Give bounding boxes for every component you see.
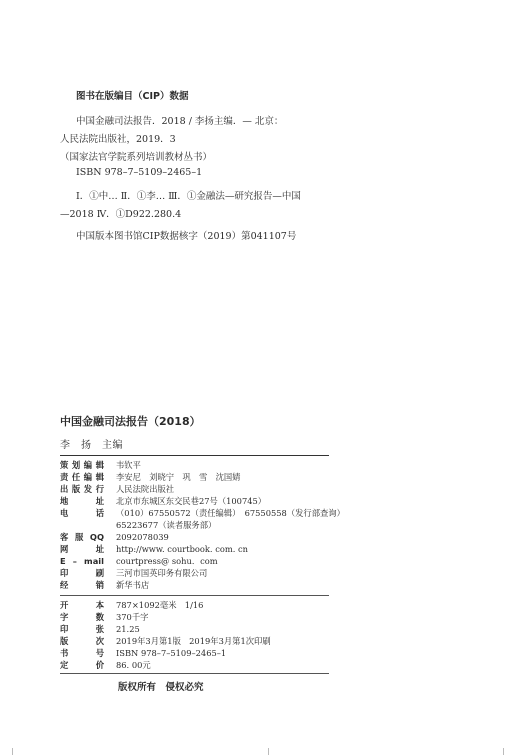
- spec-row: 定价 86. 00元: [60, 660, 151, 670]
- info-row: 电话 （010）67550572（责任编辑） 67550558（发行部查询）: [60, 508, 345, 518]
- spec-row: 书号 ISBN 978–7–5109–2465–1: [60, 648, 227, 658]
- book-editor: 李 扬 主编: [60, 440, 123, 451]
- book-title: 中国金融司法报告（2018）: [60, 415, 201, 428]
- cip-line-publisher: 人民法院出版社，2019．3: [60, 134, 176, 145]
- cip-line-isbn: ISBN 978–7–5109–2465–1: [76, 167, 203, 178]
- info-row: 责任编辑 李安尼 刘晓宁 巩 雪 沈国婧: [60, 472, 241, 482]
- crop-mark: [503, 748, 504, 755]
- info-row: 经销 新华书店: [60, 580, 150, 590]
- crop-mark: [12, 748, 13, 755]
- cip-line-record-number: 中国版本图书馆CIP数据核字（2019）第041107号: [76, 231, 297, 242]
- info-row: 出版发行 人民法院出版社: [60, 484, 175, 494]
- cip-line-title: 中国金融司法报告．2018 / 李扬主编．— 北京：: [76, 116, 284, 127]
- info-row: 网址 http://www. courtbook. com. cn: [60, 544, 248, 554]
- spec-row: 开本 787×1092毫米 1/16: [60, 600, 204, 610]
- cip-line-classification-cont: —2018 Ⅳ．①D922.280.4: [60, 209, 182, 220]
- cip-heading: 图书在版编目（CIP）数据: [76, 91, 189, 102]
- divider-middle: [60, 595, 329, 596]
- info-row: 65223677（读者服务部）: [116, 520, 217, 530]
- spec-row: 字数 370千字: [60, 612, 149, 622]
- info-row: 策划编辑 韦钦平: [60, 460, 141, 470]
- spec-row: 印张 21.25: [60, 624, 140, 634]
- divider-bottom: [60, 673, 329, 674]
- info-row: 印刷 三河市国英印务有限公司: [60, 568, 208, 578]
- copyright-notice: 版权所有 侵权必究: [118, 682, 204, 693]
- info-row: 客服QQ 2092078039: [60, 532, 169, 542]
- cip-line-series: （国家法官学院系列培训教材丛书）: [60, 152, 213, 163]
- info-row: E – mail courtpress@ sohu．com: [60, 556, 218, 566]
- divider-top: [60, 455, 329, 456]
- crop-mark: [268, 748, 269, 755]
- info-row: 地址 北京市东城区东交民巷27号（100745）: [60, 496, 267, 506]
- spec-row: 版次 2019年3月第1版 2019年3月第1次印刷: [60, 636, 271, 646]
- cip-line-classification: Ⅰ．①中… Ⅱ．①李… Ⅲ．①金融法—研究报告—中国: [76, 191, 301, 202]
